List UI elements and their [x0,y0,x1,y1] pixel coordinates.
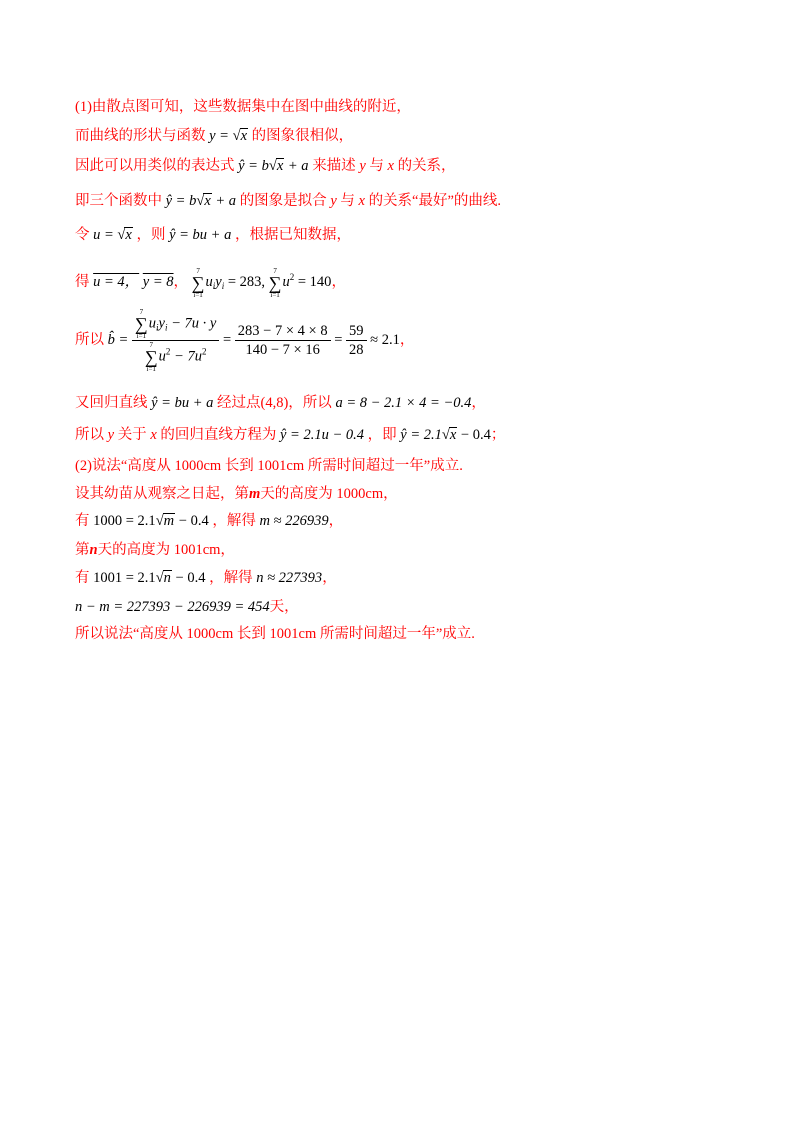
math-sub-i: i [164,322,168,333]
math-minus-04: − 0.4 [171,570,206,586]
line-5-text-a: 令 [75,227,90,243]
math-sqrt-n: n [163,570,171,586]
line-11 [75,484,398,504]
math-eq: = [219,332,235,348]
math-yhat-bu-a: ŷ = bu + a [169,227,232,243]
var-y: y [330,193,337,209]
sum-upper: 7 [196,266,200,275]
line-3-text-d: 的关系， [397,158,456,174]
frac3-num: 59 [346,322,367,341]
sum-symbol: 7 ∑ i=1 [268,266,282,299]
math-sub-i: i [221,281,225,291]
line-4-text-c: 与 [340,193,355,209]
line-4-text-d: 的关系“最好”的曲线. [368,193,502,209]
line-11-text-a: 设其幼苗从观察之日起，第 [75,486,249,502]
math-sum1-val: = 283, [224,274,266,290]
line-2: 而曲线的形状与函数 y = √x 的图象很相似， [75,128,354,144]
line-6-text-a: 得 [75,274,90,290]
sum-upper: 7 [273,266,277,275]
math-den-tail: − 7u [170,348,202,365]
line-9-text-b: 关于 [117,427,147,443]
line-13 [75,540,235,560]
math-eq12: 1000 = 2.1 [93,513,156,529]
math-eq14: 1001 = 2.1 [93,570,156,586]
math-yhat-21u: ŷ = 2.1u − 0.4 [280,427,365,443]
line-14: 有 1001 = 2.1√n − 0.4 ，解得 n ≈ 227393， [75,570,337,586]
line-12: 有 1000 = 2.1√m − 0.4 ，解得 m ≈ 226939， [75,513,344,529]
math-a-eq: a = 8 − 2.1 × 4 = −0.4 [335,395,472,411]
math-sqrt-x: x [449,427,457,443]
math-diff: n − m = 227393 − 226939 = 454 [75,599,270,615]
line-4-text-a: 即三个函数中 [75,193,162,209]
line-15 [75,597,299,617]
line-5-text-b: ，则 [136,227,166,243]
var-y: y [359,158,366,174]
line-13-text-b: 天的高度为 1001cm， [97,542,235,558]
line-8-text-a: 又回归直线 [75,395,148,411]
sum-symbol: 7 ∑ i=1 [191,266,205,299]
math-ubar: u = 4， [93,274,140,290]
line-7-text-a: 所以 [75,332,104,348]
line-9: 所以 y 关于 x 的回归直线方程为 ŷ = 2.1u − 0.4 ，即 ŷ = 2.1√x − 0.4； [75,427,506,443]
comma: ， [322,570,337,586]
line-9-text-c: 的回归直线方程为 [160,427,277,443]
line-12-text-a: 有 [75,513,90,529]
math-plus-a: + a [211,193,237,209]
frac3-den: 28 [349,342,364,359]
math-sub-i: i [156,322,159,333]
math-m-approx: m ≈ 226939 [259,513,329,529]
line-1: (1)由散点图可知，这些数据集中在图中曲线的附近， [75,99,411,115]
comma: ， [331,274,346,290]
math-u: u [148,315,157,332]
math-y: y [158,315,165,332]
line-2-text-b: 的图象很相似， [251,128,354,144]
var-x: x [387,158,394,174]
math-u: u [282,274,290,290]
line-9-text-d: ，即 [367,427,397,443]
math-yhat-bu-a: ŷ = bu + a [151,395,214,411]
line-3-text-b: 来描述 [312,158,356,174]
math-sup-2: 2 [165,346,171,357]
math-sqrt-x: x [276,158,284,174]
math-sub-i: i [212,281,216,291]
math-y: y [215,274,222,290]
math-yhat: ŷ = b [165,193,197,209]
math-sum2-val: = 140 [294,274,332,290]
line-15-text-a: 天， [269,599,299,615]
math-ybar: y = 8 [142,274,174,290]
comma: ， [399,332,415,348]
math-sqrt-x: x [204,193,211,209]
sum-upper: 7 [149,341,153,350]
math-u: u [205,274,213,290]
line-3-text-a: 因此可以用类似的表达式 [75,158,235,174]
fraction-numeric [235,322,331,359]
sum-lower: i=1 [136,332,147,341]
fraction-formula: 7 ∑ i=1 $u_iy_i - 7u \cdot y$ 7 ∑ i=1 $u^2 - 7u^2$ [132,308,219,373]
frac2-num: 283 − 7 × 4 × 8 [235,322,331,341]
math-sqrt-m: m [163,513,175,529]
line-12-text-b: ，解得 [212,513,256,529]
comma: ， [328,513,344,529]
line-7 [75,305,414,375]
sum-lower: i=1 [146,365,156,374]
line-8 [75,393,486,413]
var-x: x [358,193,365,209]
var-y: y [107,427,115,443]
semicolon: ； [490,427,506,443]
math-u: u [158,348,166,365]
comma: ， [471,395,486,411]
line-4-text-b: 的图象是拟合 [239,193,327,209]
line-10: (2)说法“高度从 1000cm 长到 1001cm 所需时间超过一年”成立. [75,458,463,474]
line-2-text-a: 而曲线的形状与函数 [75,128,206,144]
fraction-result [346,322,367,359]
line-3-text-c: 与 [369,158,384,174]
line-8-text-b: 经过点(4,8)，所以 [217,395,332,411]
line-14-text-b: ，解得 [209,570,253,586]
frac2-den: 140 − 7 × 16 [245,342,320,359]
line-3: 因此可以用类似的表达式 ŷ = b√x + a 来描述 y 与 x 的关系， [75,158,456,174]
line-11-text-b: 天的高度为 1000cm， [260,486,398,502]
line-6 [75,260,346,303]
math-y-eq: y = [209,128,233,144]
math-yhat-21: ŷ = 2.1 [400,427,442,443]
var-m: m [249,486,261,502]
line-13-text-a: 第 [75,542,90,558]
math-sup-2: 2 [201,346,207,357]
math-sup-2: 2 [289,272,295,282]
line-4: 即三个函数中 ŷ = b√x + a 的图象是拟合 y 与 x 的关系“最好”的曲线. [75,193,502,209]
sum-lower: i=1 [193,290,203,299]
math-yhat: ŷ = b [238,158,269,174]
line-5: 令 u = √x ，则 ŷ = bu + a ，根据已知数据， [75,227,351,243]
line-14-text-a: 有 [75,570,90,586]
math-sqrt-x: x [240,128,248,144]
line-9-text-a: 所以 [75,427,104,443]
line-16: 所以说法“高度从 1000cm 长到 1001cm 所需时间超过一年”成立. [75,626,475,642]
math-sqrt-x: x [125,227,132,243]
math-n-approx: n ≈ 227393 [256,570,323,586]
math-u-eq: u = [93,227,118,243]
math-minus-04: − 0.4 [457,427,491,443]
comma: ， [173,274,189,290]
math-num-tail: − 7u · y [167,315,217,332]
math-plus-a: + a [284,158,309,174]
math-bhat: b̂ = [107,332,132,348]
var-x: x [150,427,157,443]
math-eq: = [330,332,347,348]
var-n: n [89,542,98,558]
sum-upper: 7 [139,308,144,317]
math-approx: ≈ 2.1 [366,332,400,348]
line-5-text-c: ，根据已知数据， [234,227,351,243]
sum-lower: i=1 [270,290,280,299]
math-minus-04: − 0.4 [175,513,209,529]
